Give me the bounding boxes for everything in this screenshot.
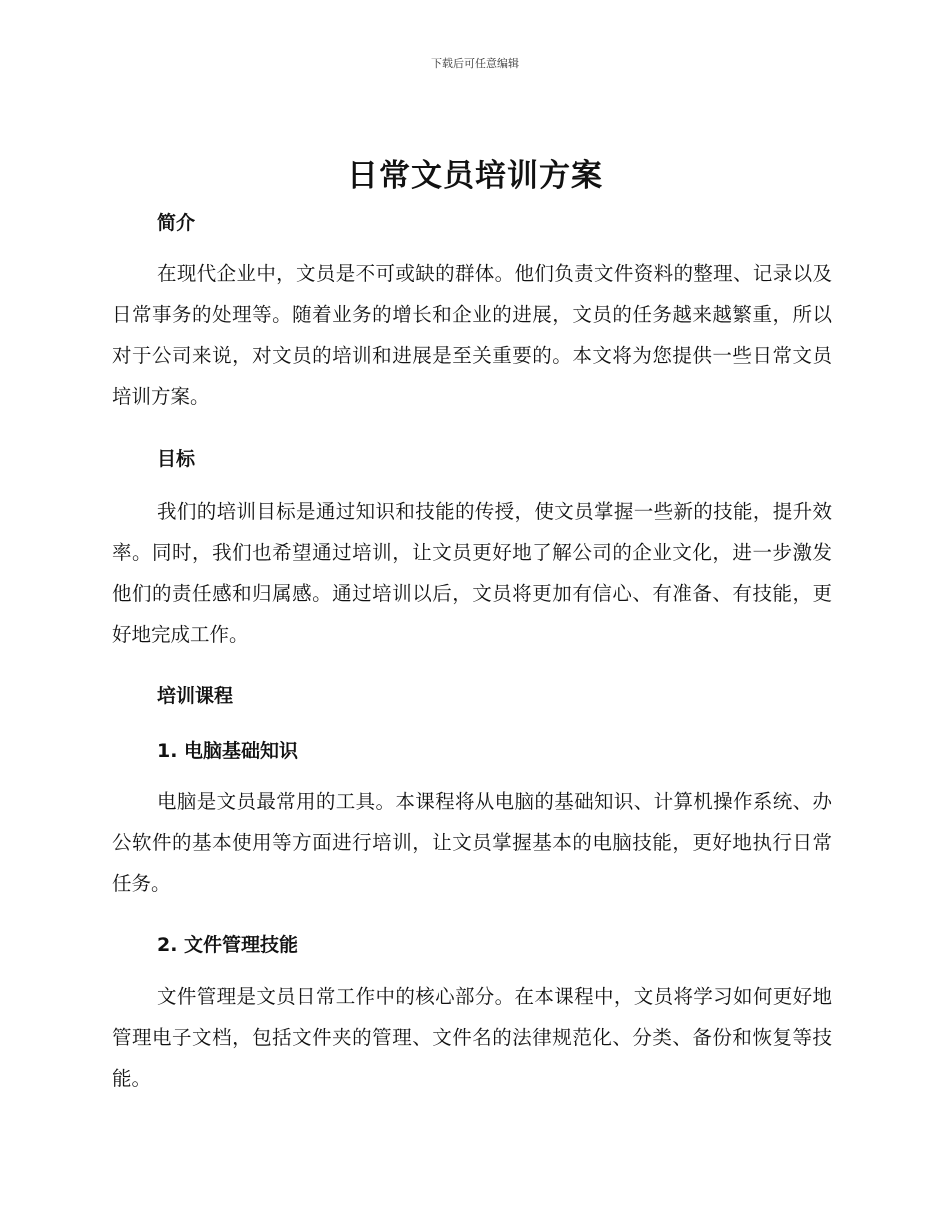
document-title: 日常文员培训方案	[347, 158, 603, 194]
section-paragraph-file-management: 文件管理是文员日常工作中的核心部分。在本课程中，文员将学习如何更好地管理电子文档，包括文件夹的管理、文件名的法律规范化、分类、备份和恢复等技能。	[112, 985, 832, 1090]
section-heading-computer-basics: 1. 电脑基础知识	[157, 740, 299, 762]
page-header-note: 下载后可任意编辑	[431, 57, 519, 70]
section-paragraph-intro: 在现代企业中，文员是不可或缺的群体。他们负责文件资料的整理、记录以及日常事务的处理等。随着业务的增长和企业的进展，文员的任务越来越繁重，所以对于公司来说，对文员的培训和进展是至关重要的。本文将为您提供一些日常文员培训方案。	[112, 262, 832, 408]
section-heading-courses: 培训课程	[157, 685, 234, 707]
section-paragraph-goal: 我们的培训目标是通过知识和技能的传授，使文员掌握一些新的技能，提升效率。同时，我们也希望通过培训，让文员更好地了解公司的企业文化，进一步激发他们的责任感和归属感。通过培训以后，文员将更加有信心、有准备、有技能，更好地完成工作。	[112, 500, 832, 646]
section-paragraph-computer-basics: 电脑是文员最常用的工具。本课程将从电脑的基础知识、计算机操作系统、办公软件的基本使用等方面进行培训，让文员掌握基本的电脑技能，更好地执行日常任务。	[112, 790, 832, 895]
section-heading-goal: 目标	[157, 448, 196, 470]
section-heading-file-management: 2. 文件管理技能	[157, 934, 299, 956]
section-heading-intro: 简介	[157, 212, 196, 234]
